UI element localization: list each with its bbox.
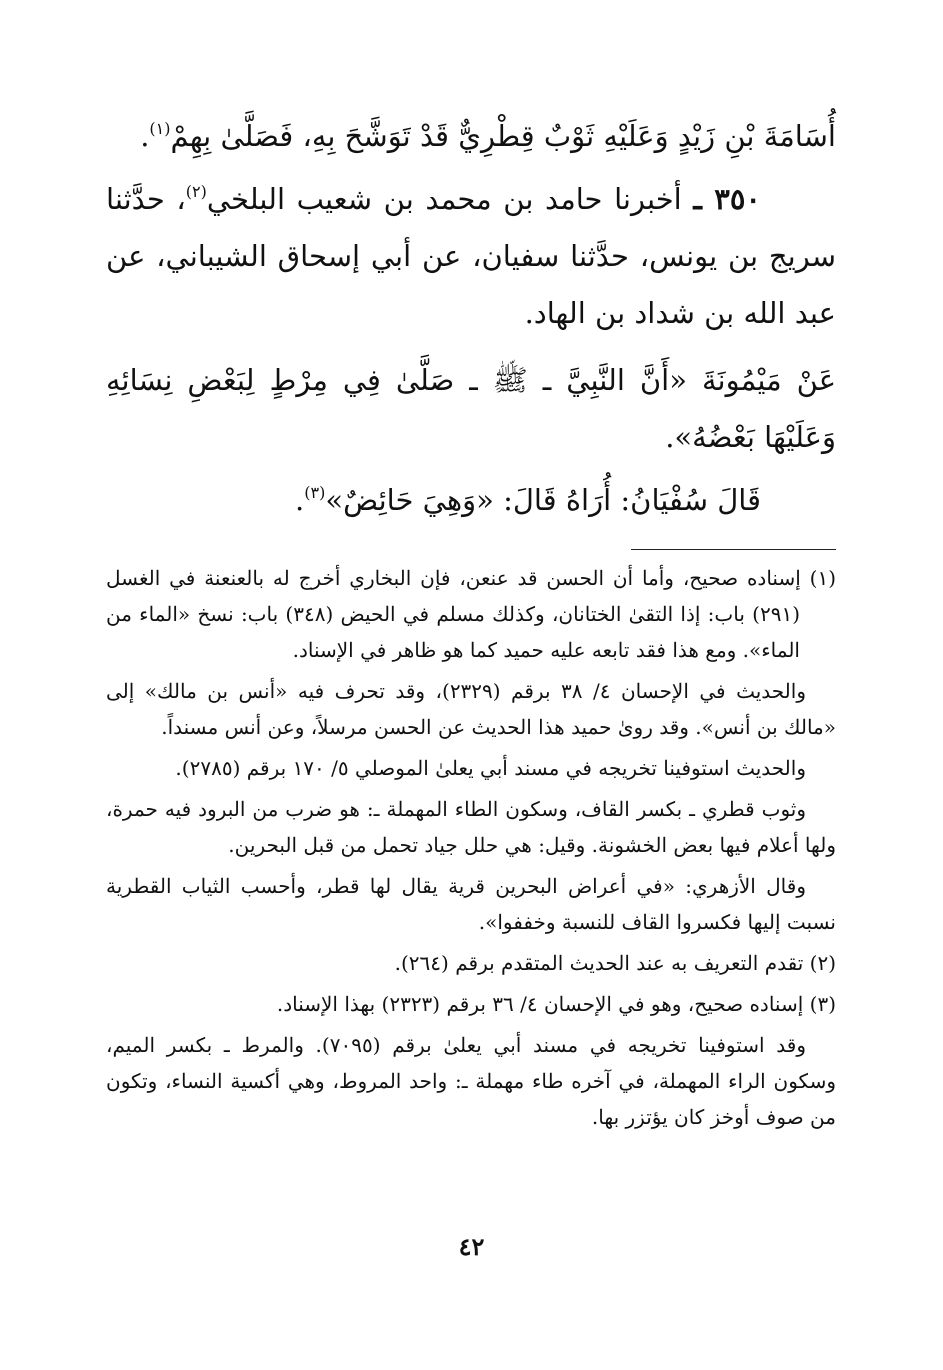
hadith-350-chain: [106, 171, 836, 342]
footnote-1-continuation-3: وثوب قطري ـ بكسر القاف، وسكون الطاء المهملة ـ: هو ضرب من البرود فيه حمرة، ولها أعلام فيها بعض الخشونة. وقيل: هي حلل جياد تحمل من قبل البحرين.: [106, 797, 836, 857]
page-number: ٤٢: [458, 1232, 485, 1261]
footnote-ref-2[interactable]: (٢): [185, 182, 207, 201]
footnote-1-continuation-1: والحديث في الإحسان ٤/ ٣٨ برقم (٢٣٢٩)، وقد تحرف فيه «أنس بن مالك» إلى «مالك بن أنس». وقد روىٰ حميد هذا الحديث عن الحسن مرسلاً، وعن أنس مسنداً.: [106, 679, 836, 739]
footnote-1-continuation-2: والحديث استوفينا تخريجه في مسند أبي يعلىٰ الموصلي ٥/ ١٧٠ برقم (٢٧٨٥).: [175, 756, 806, 780]
hadith-349-text: أُسَامَةَ بْنِ زَيْدٍ وَعَلَيْهِ ثَوْبٌ قِطْرِيٌّ قَدْ تَوَشَّحَ بِهِ، فَصَلَّىٰ بِهِمْ: [170, 119, 836, 153]
hadith-350-chain-a: أخبرنا حامد بن محمد بن شعيب البلخي: [206, 182, 682, 216]
sufyan-comment-end: .: [295, 483, 305, 517]
footnote-2: (٢) تقدم التعريف به عند الحديث المتقدم برقم (٢٦٤).: [394, 951, 836, 975]
footnote-1: (١) إسناده صحيح، وأما أن الحسن قد عنعن، فإن البخاري أخرج له بالعنعنة في الغسل (٢٩١) باب: إذا التقىٰ الختانان، وكذلك مسلم في الحيض (٣٤٨) باب: نسخ «الماء من الماء». ومع هذا فقد تابعه عليه حميد كما هو ظاهر في الإسناد.: [106, 566, 836, 662]
hadith-350-text: عَنْ مَيْمُونَةَ «أَنَّ النَّبِيَّ ـ ﷺ ـ صَلَّىٰ فِي مِرْطٍ لِبَعْضِ نِسَائِهِ وَعَلَيْهَا بَعْضُهُ».: [106, 363, 836, 454]
footnote-3-continuation: وقد استوفينا تخريجه في مسند أبي يعلىٰ برقم (٧٠٩٥). والمرط ـ بكسر الميم، وسكون الراء المهملة، في آخره طاء مهملة ـ: واحد المروط، وهي أكسية النساء، وتكون من صوف أوخز كان يؤتزر بها.: [106, 1033, 836, 1129]
hadith-350-comment: [106, 472, 836, 529]
hadith-349-ending: [106, 108, 836, 165]
footnote-3: (٣) إسناده صحيح، وهو في الإحسان ٤/ ٣٦ برقم (٢٣٢٣) بهذا الإسناد.: [276, 992, 836, 1016]
footnote-ref-3[interactable]: (٣): [304, 483, 326, 502]
footnote-1-continuation-4: وقال الأزهري: «في أعراض البحرين قرية يقال لها قطر، وأحسب الثياب القطرية نسبت إليها فكسروا القاف للنسبة وخففوا».: [106, 874, 836, 934]
hadith-349-end: .: [140, 119, 150, 153]
sufyan-comment: قَالَ سُفْيَانُ: أُرَاهُ قَالَ: «وَهِيَ حَائِضٌ»: [325, 483, 761, 517]
hadith-number: ٣٥٠ ـ: [693, 182, 762, 216]
footnotes: [106, 560, 836, 1135]
footnote-divider: [631, 549, 836, 550]
main-text: [106, 108, 836, 529]
hadith-350-chain-b: ، حدَّثنا سريج بن يونس، حدَّثنا سفيان، عن أبي إسحاق الشيباني، عن عبد الله بن شداد بن الهاد.: [106, 182, 836, 330]
book-page: [106, 108, 836, 1140]
footnote-ref-1[interactable]: (١): [149, 119, 171, 138]
